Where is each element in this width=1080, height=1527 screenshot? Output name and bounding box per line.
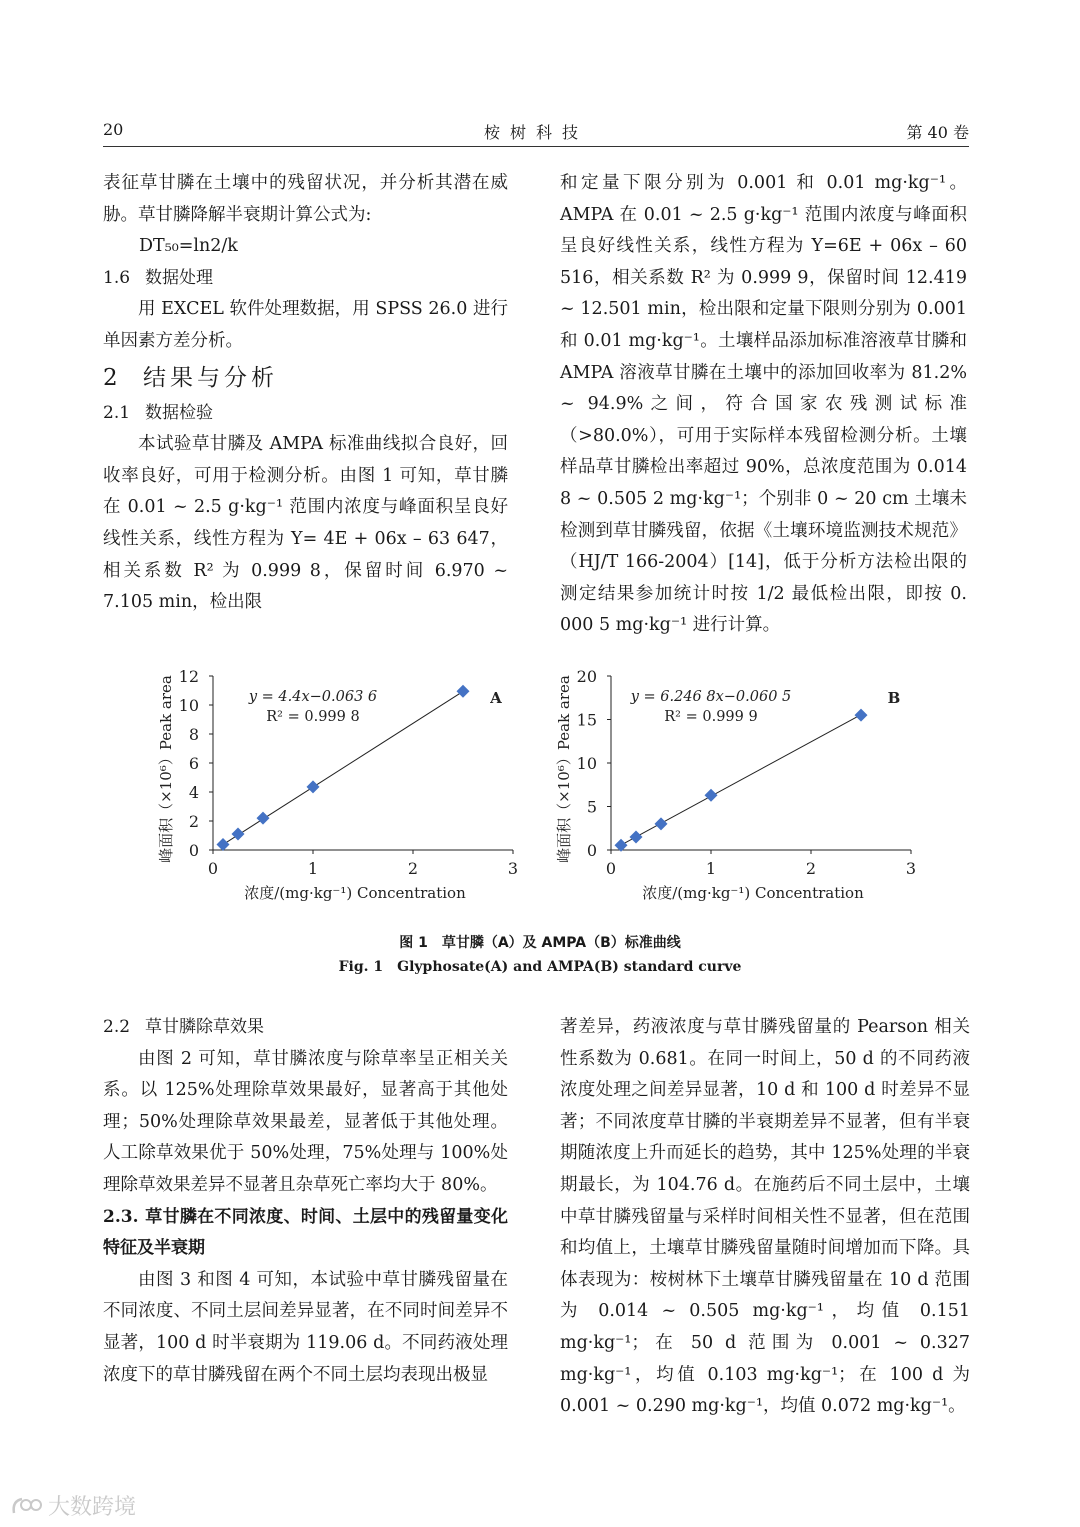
section-2-heading [103, 358, 508, 398]
volume-label: 第 40 卷 [906, 123, 969, 142]
journal-name: 桉树科技 [483, 123, 588, 142]
x-axis-label: 浓度/(mg·kg⁻¹) Concentration [642, 884, 864, 902]
section-2-1-heading [103, 398, 508, 430]
right-column-top [560, 168, 967, 642]
data-point [457, 685, 470, 698]
y-tick-label: 6 [188, 754, 199, 773]
page-number: 20 [103, 120, 124, 139]
left-column-top [103, 168, 508, 619]
y-axis-label: 峰面积（×10⁶）Peak area [555, 675, 573, 863]
section-2-3-heading [103, 1202, 508, 1265]
paragraph: 著差异，药液浓度与草甘膦残留量的 Pearson 相关性系数为 0.681。在同一时间上，50 d 的不同药液浓度处理之间差异显著，10 d 和 100 d 时差异不显著；不同浓度草甘膦的半衰期差异不显著，但有半衰期随浓度上升而延长的趋势，其中 125%处理的半衰期最长，为 104.76 d。在施药后不同土层中，土壤中草甘膦残留量与采样时间相关性不显著，但在范围和均值上，土壤草甘膦残留量随时间增加而下降。具体表现为：桉树林下土壤草甘膦残留量在 10 d 范围为 0.014 ~ 0.505 mg·kg⁻¹，均值 0.151 mg·kg⁻¹；在 50 d 范围为 0.001 ~ 0.327 mg·kg⁻¹，均值 0.103 mg·kg⁻¹；在 100 d 为 0.001 ~ 0.290 mg·kg⁻¹，均值 0.072 mg·kg⁻¹。 [560, 1017, 970, 1417]
paragraph: 本试验草甘膦及 AMPA 标准曲线拟合良好，回收率良好，可用于检测分析。由图 1 可知，草甘膦在 0.01 ~ 2.5 g·kg⁻¹ 范围内浓度与峰面积呈良好线性关系，线性方程为 Y= 4E + 06x – 63 647，相关系数 R² 为 0.999 8，保留时间 6.970 ~ 7.105 min，检出限 [103, 434, 508, 613]
paragraph: 由图 3 和图 4 可知，本试验中草甘膦残留量在不同浓度、不同土层间差异显著，在不同时间差异不显著，100 d 时半衰期为 119.06 d。不同药液处理浓度下的草甘膦残留在两个不同土层均表现出极显 [103, 1269, 508, 1385]
section-number: 2 [103, 364, 118, 391]
data-point [630, 830, 643, 843]
figure-caption-en: Fig. 1 Glyphosate(A) and AMPA(B) standard curve [338, 959, 742, 975]
half-life-formula: DT₅₀=ln2/k [139, 236, 238, 257]
chart-b [548, 660, 928, 920]
y-axis-label: 峰面积（×10⁶）Peak area [157, 675, 175, 863]
data-point [705, 789, 718, 802]
section-number: 2.2 [103, 1017, 131, 1037]
section-title: 结果与分析 [143, 364, 278, 391]
section-title: 数据处理 [145, 267, 213, 288]
x-tick-label: 3 [905, 859, 917, 878]
y-tick-label: 8 [188, 725, 199, 744]
paragraph: 表征草甘膦在土壤中的残留状况，并分析其潜在威胁。草甘膦降解半衰期计算公式为: [103, 173, 508, 225]
watermark [10, 1490, 136, 1521]
x-axis-label: 浓度/(mg·kg⁻¹) Concentration [244, 884, 466, 902]
y-tick-label: 10 [178, 696, 199, 715]
paragraph: 用 EXCEL 软件处理数据，用 SPSS 26.0 进行单因素方差分析。 [103, 299, 508, 351]
data-point [855, 709, 868, 722]
y-tick-label: 5 [586, 797, 597, 817]
data-point [655, 817, 668, 830]
section-number: 2.1 [103, 402, 131, 423]
data-point [257, 812, 270, 825]
x-tick-label: 0 [207, 859, 219, 878]
running-header [103, 120, 969, 147]
left-column-bottom [103, 1012, 508, 1391]
y-tick-label: 12 [178, 667, 199, 686]
x-tick-label: 2 [407, 859, 419, 878]
x-tick-label: 3 [507, 859, 519, 878]
panel-label: B [887, 689, 901, 707]
section-number: 1.6 [103, 267, 131, 288]
data-point [307, 780, 320, 793]
y-tick-label: 0 [586, 841, 597, 860]
x-tick-label: 2 [805, 859, 817, 878]
panel-label: A [490, 689, 502, 707]
right-column-bottom [560, 1012, 970, 1423]
paragraph: 和定量下限分别为 0.001 和 0.01 mg·kg⁻¹。AMPA 在 0.01 ~ 2.5 g·kg⁻¹ 范围内浓度与峰面积呈良好线性关系，线性方程为 Y=6E + 06x – 60 516，相关系数 R² 为 0.999 9，保留时间 12.419 ~ 12.501 min，检出限和定量下限则分别为 0.001 和 0.01 mg·kg⁻¹。土壤样品添加标准溶液草甘膦和 AMPA 溶液草甘膦在土壤中的添加回收率为 81.2% ~ 94.9%之间，符合国家农残测试标准（>80.0%），可用于实际样本残留检测分析。土壤样品草甘膦检出率超过 90%，总浓度范围为 0.014 8 ~ 0.505 2 mg·kg⁻¹；个别非 0 ~ 20 cm 土壤未检测到草甘膦残留，依据《土壤环境监测技术规范》（HJ/T 166-2004）[14]，低于分析方法检出限的测定结果参加统计时按 1/2 最低检出限，即按 0. 000 5 mg·kg⁻¹ 进行计算。 [560, 173, 967, 636]
data-point [217, 838, 230, 851]
y-tick-label: 2 [188, 812, 199, 831]
section-1-6-heading [103, 263, 508, 295]
watermark-logo-icon [10, 1493, 44, 1519]
section-title: 数据检验 [145, 402, 213, 423]
trendline-equation: y = 6.246 8x−0.060 5 [630, 689, 792, 705]
section-title: 草甘膦在不同浓度、时间、土层中的残留量变化特征及半衰期 [103, 1206, 508, 1259]
x-tick-label: 0 [605, 859, 617, 878]
y-tick-label: 15 [576, 710, 597, 730]
y-tick-label: 10 [576, 754, 597, 773]
section-title: 草甘膦除草效果 [145, 1017, 264, 1037]
x-tick-label: 1 [307, 859, 319, 878]
y-tick-label: 20 [576, 667, 597, 686]
watermark-text: 大数跨境 [48, 1495, 137, 1520]
x-tick-label: 1 [705, 859, 717, 878]
paragraph: 由图 2 可知，草甘膦浓度与除草率呈正相关关系。以 125%处理除草效果最好，显著高于其他处理；50%处理除草效果最差，显著低于其他处理。人工除草效果优于 50%处理，75%处理与 100%处理除草效果差异不显著且杂草死亡率均大于 80%。 [103, 1048, 508, 1195]
data-point [232, 828, 245, 841]
figure-caption-zh: 图 1 草甘膦（A）及 AMPA（B）标准曲线 [399, 935, 681, 951]
y-tick-label: 4 [188, 783, 199, 802]
section-2-2-heading [103, 1012, 508, 1044]
trendline-equation: y = 4.4x−0.063 6 [248, 689, 378, 705]
r-squared-label: R² = 0.999 8 [266, 709, 360, 725]
chart-a [150, 660, 530, 920]
section-number: 2.3. [103, 1206, 139, 1227]
y-tick-label: 0 [188, 841, 199, 860]
r-squared-label: R² = 0.999 9 [664, 709, 758, 725]
